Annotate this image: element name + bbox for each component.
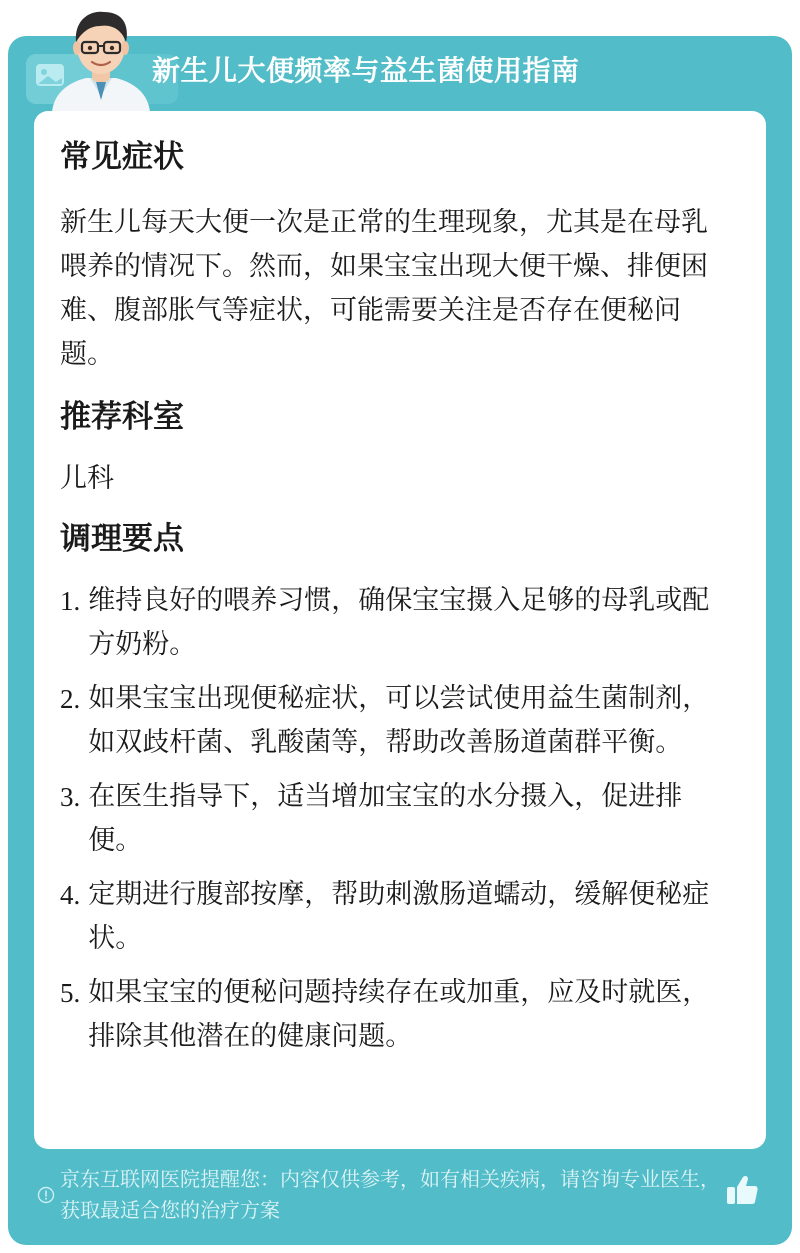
list-item-text: 在医生指导下，适当增加宝宝的水分摄入，促进排便。 [88, 781, 683, 856]
doctor-avatar-icon [46, 4, 156, 112]
care-list [60, 579, 724, 1059]
list-item-number: 4. [60, 880, 81, 910]
list-item-text: 如果宝宝出现便秘症状，可以尝试使用益生菌制剂，如双歧杆菌、乳酸菌等，帮助改善肠道菌群平衡。 [88, 683, 710, 758]
list-item [60, 873, 724, 961]
thumbs-up-icon[interactable] [724, 1172, 760, 1208]
list-item [60, 579, 724, 667]
list-item-number: 2. [60, 684, 81, 714]
section-heading-care: 调理要点 [60, 521, 184, 557]
list-item [60, 971, 724, 1059]
section-body-department: 儿科 [60, 463, 114, 494]
list-item-number: 5. [60, 978, 81, 1008]
list-item-text: 定期进行腹部按摩，帮助刺激肠道蠕动，缓解便秘症状。 [88, 879, 710, 954]
list-item-text: 如果宝宝的便秘问题持续存在或加重，应及时就医，排除其他潜在的健康问题。 [88, 977, 710, 1052]
list-item-number: 3. [60, 782, 81, 812]
card-content [60, 133, 724, 1059]
section-body-symptoms: 新生儿每天大便一次是正常的生理现象，尤其是在母乳喂养的情况下。然而，如果宝宝出现大便干燥、排便困难、腹部胀气等症状，可能需要关注是否存在便秘问题。 [60, 207, 708, 370]
list-item-text: 维持良好的喂养习惯，确保宝宝摄入足够的母乳或配方奶粉。 [88, 585, 710, 660]
disclaimer-text: 京东互联网医院提醒您：内容仅供参考，如有相关疾病，请咨询专业医生，获取最适合您的治疗方案 [60, 1167, 720, 1222]
page-title: 新生儿大便频率与益生菌使用指南 [152, 54, 580, 87]
section-heading-symptoms: 常见症状 [60, 139, 184, 175]
info-circle-icon [37, 1186, 55, 1204]
section-heading-department: 推荐科室 [60, 399, 184, 435]
content-card [34, 111, 766, 1149]
list-item [60, 775, 724, 863]
list-item [60, 677, 724, 765]
list-item-number: 1. [60, 586, 81, 616]
